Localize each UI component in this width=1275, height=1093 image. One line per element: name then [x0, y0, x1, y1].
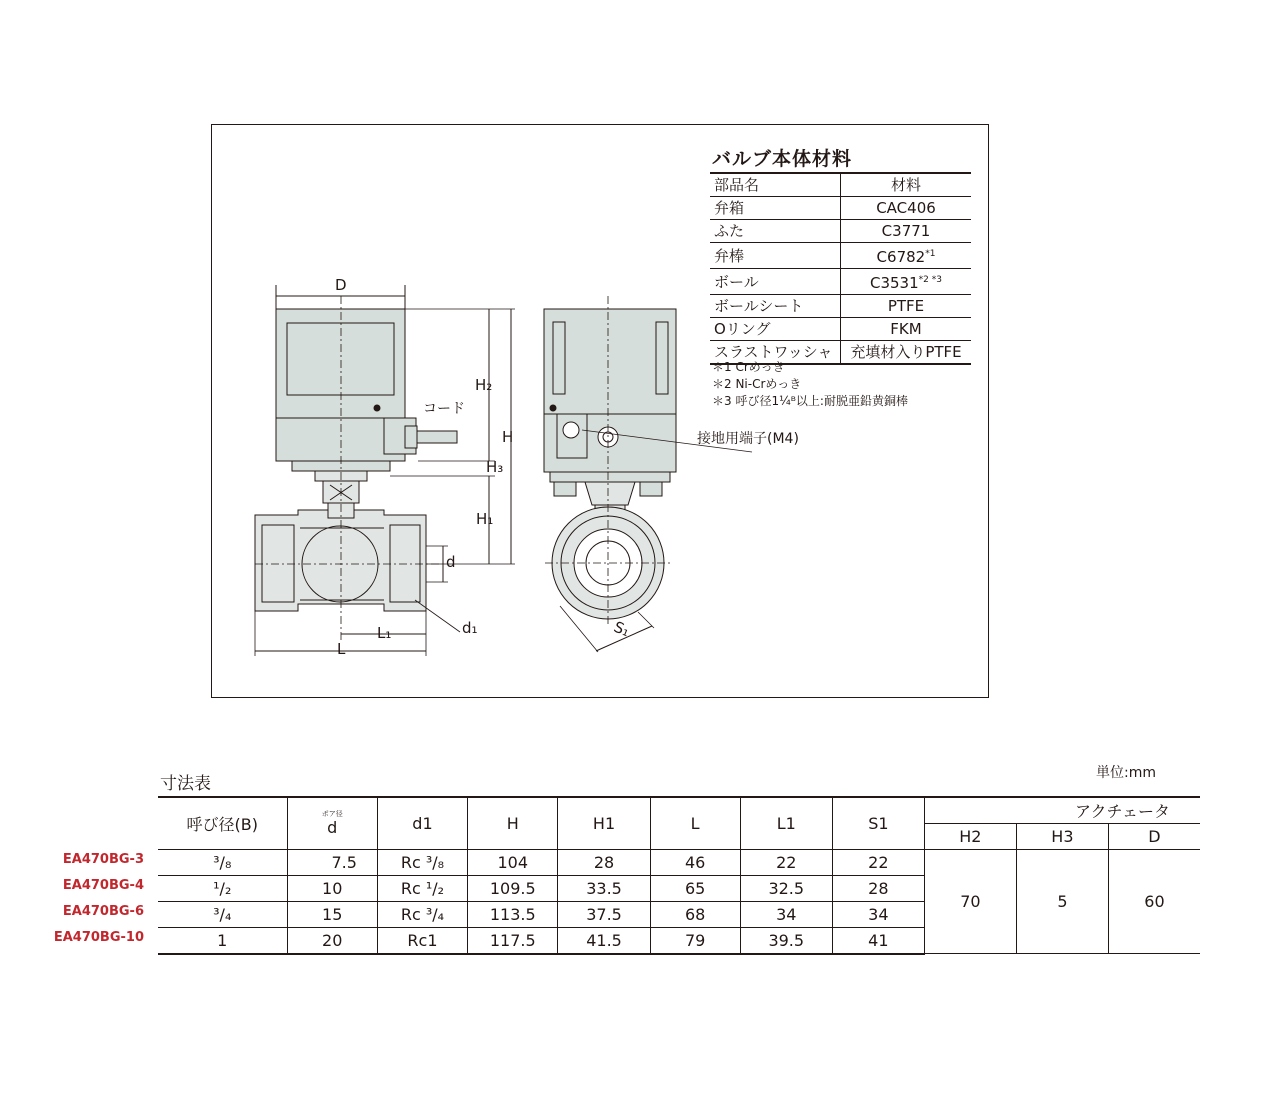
materials-header-material: 材料 — [841, 173, 972, 197]
cell-nominal: ³/₄ — [158, 901, 287, 927]
header-d1: d1 — [377, 797, 467, 849]
materials-row — [710, 295, 971, 318]
actuator-window-front — [287, 323, 394, 395]
cord — [417, 431, 457, 443]
part-name: ボール — [710, 269, 841, 295]
model-code: EA470BG-3 — [62, 852, 144, 867]
material-note-3: ＊3 呼び径1¼ᴮ以上:耐脱亜鉛黄銅棒 — [712, 394, 908, 408]
header-L1: L1 — [740, 797, 832, 849]
materials-row — [710, 269, 971, 295]
cell-L: 68 — [650, 901, 740, 927]
cell-H2: 70 — [924, 849, 1016, 954]
material-note: *1 — [925, 249, 936, 259]
cell-H3: 5 — [1016, 849, 1108, 954]
header-H3: H3 — [1016, 823, 1108, 849]
part-name: Oリング — [710, 318, 841, 341]
header-H1: H1 — [558, 797, 650, 849]
material-value: C6782$^{*1}$ — [841, 243, 972, 269]
table-row — [158, 849, 1200, 875]
unit-label: 単位:mm — [1096, 765, 1156, 781]
cell-S1: 34 — [832, 901, 924, 927]
material-value: PTFE — [841, 295, 972, 318]
cell-d: 15 — [287, 901, 377, 927]
cell-S1: 22 — [832, 849, 924, 875]
model-code: EA470BG-10 — [53, 930, 144, 945]
header-H2: H2 — [924, 823, 1016, 849]
cell-nominal: 1 — [158, 927, 287, 954]
part-name: 弁箱 — [710, 197, 841, 220]
dim-label-H1: H₁ — [476, 510, 494, 528]
cell-H1: 41.5 — [558, 927, 650, 954]
dim-label-H2: H₂ — [475, 376, 493, 394]
header-actuator: アクチェータ — [924, 797, 1200, 823]
dim-label-L: L — [337, 640, 346, 658]
material-note: *2 *3 — [918, 275, 942, 285]
cell-d: 7.5 — [287, 849, 377, 875]
cell-L1: 32.5 — [740, 875, 832, 901]
dim-label-S1: S₁ — [611, 617, 633, 641]
materials-header-part: 部品名 — [710, 173, 841, 197]
header-L: L — [650, 797, 740, 849]
material-note-1: ＊1 Crめっき — [712, 360, 785, 374]
materials-row — [710, 197, 971, 220]
cell-S1: 41 — [832, 927, 924, 954]
cell-H1: 28 — [558, 849, 650, 875]
materials-row — [710, 220, 971, 243]
cell-S1: 28 — [832, 875, 924, 901]
cell-H1: 33.5 — [558, 875, 650, 901]
ground-terminal — [563, 422, 579, 438]
dim-label-H3: H₃ — [486, 458, 504, 476]
cell-L1: 39.5 — [740, 927, 832, 954]
header-H: H — [468, 797, 558, 849]
cell-d1: Rc1 — [377, 927, 467, 954]
material-value: FKM — [841, 318, 972, 341]
cell-H1: 37.5 — [558, 901, 650, 927]
header-bore: ポア径 d — [287, 797, 377, 849]
header-D: D — [1108, 823, 1200, 849]
header-nominal: 呼び径(B) — [158, 797, 287, 849]
part-name: ボールシート — [710, 295, 841, 318]
cell-d1: Rc ³/₈ — [377, 849, 467, 875]
cell-d1: Rc ³/₄ — [377, 901, 467, 927]
material-value: 充填材入りPTFE — [841, 341, 972, 365]
cell-L: 79 — [650, 927, 740, 954]
cell-d: 10 — [287, 875, 377, 901]
cell-H: 117.5 — [468, 927, 558, 954]
dim-label-L1: L₁ — [377, 624, 392, 642]
cell-L: 46 — [650, 849, 740, 875]
dim-label-d: d — [446, 553, 456, 571]
dim-label-H: H — [502, 428, 514, 446]
cell-nominal: ¹/₂ — [158, 875, 287, 901]
dimension-table — [158, 796, 1200, 955]
materials-table — [710, 172, 971, 365]
materials-row — [710, 243, 971, 269]
cell-d: 20 — [287, 927, 377, 954]
part-name: ふた — [710, 220, 841, 243]
dim-label-d1: d₁ — [462, 619, 478, 637]
materials-title: バルブ本体材料 — [712, 148, 853, 170]
cell-H: 109.5 — [468, 875, 558, 901]
part-name: スラストワッシャ — [710, 341, 841, 365]
model-code: EA470BG-6 — [62, 904, 144, 919]
part-name: 弁棒 — [710, 243, 841, 269]
cord-label: コード — [423, 401, 465, 417]
cell-d1: Rc ¹/₂ — [377, 875, 467, 901]
header-S1: S1 — [832, 797, 924, 849]
dimension-table-title: 寸法表 — [160, 774, 211, 794]
materials-row — [710, 318, 971, 341]
material-note-2: ＊2 Ni-Crめっき — [712, 377, 802, 391]
cell-H: 113.5 — [468, 901, 558, 927]
material-value: C3771 — [841, 220, 972, 243]
cell-L1: 34 — [740, 901, 832, 927]
ground-terminal-label: 接地用端子(M4) — [697, 431, 799, 447]
material-value: CAC406 — [841, 197, 972, 220]
cell-L1: 22 — [740, 849, 832, 875]
cell-L: 65 — [650, 875, 740, 901]
cell-nominal: ³/₈ — [158, 849, 287, 875]
dim-label-D: D — [335, 276, 347, 294]
model-code: EA470BG-4 — [62, 878, 144, 893]
materials-header-row — [710, 173, 971, 197]
cell-H: 104 — [468, 849, 558, 875]
cell-D: 60 — [1108, 849, 1200, 954]
material-value: $C3531^{*2 *3}$ — [841, 269, 972, 295]
